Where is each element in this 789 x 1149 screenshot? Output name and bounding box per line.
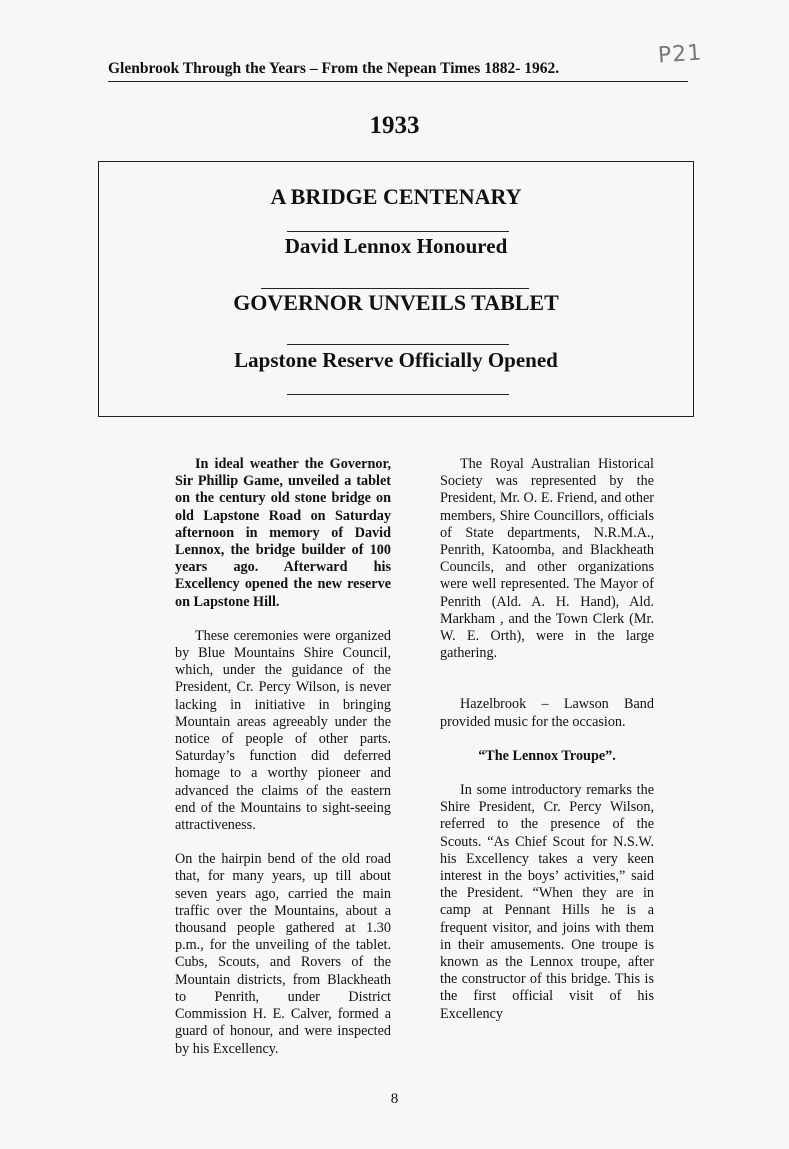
section-subheading: “The Lennox Troupe”.	[478, 747, 616, 764]
headline-sub-1: David Lennox Honoured	[284, 234, 508, 258]
lead-paragraph: In ideal weather the Governor, Sir Phillip Game, unveiled a tablet on the century old stone bridge on old Lapstone Road on Saturday afternoon in memory of David Lennox, the bridge builder of 100 years ago. Afterward his Excellency opened the new reserve on Lapstone Hill.	[175, 456, 391, 610]
left-column	[175, 456, 391, 1058]
body-paragraph: In some introductory remarks the Shire President, Cr. Percy Wilson, referred to the presence of the Scouts. “As Chief Scout for N.S.W. his Excellency takes a very keen interest in the boys’ activities,” said the President. “When they are in camp at Pennant Hills he is a frequent visitor, and joins with them in their amusements. One troupe is known as the Lennox troupe, after the constructor of this bridge. This is the first official visit of his Excellency	[440, 782, 654, 1022]
headline-sub-2: GOVERNOR UNVEILS TABLET	[233, 290, 559, 315]
headline-main: A BRIDGE CENTENARY	[270, 184, 522, 209]
right-column	[440, 456, 654, 1023]
body-paragraph: The Royal Australian Historical Society was represented by the President, Mr. O. E. Friend, and other members, Shire Councillors, officials of State departments, N.R.M.A., Penrith, Katoomba, and Blackheath Councils, and other organizations were well represented. The Mayor of Penrith (Ald. A. H. Hand), Ald. Markham , and the Town Clerk (Mr. W. E. Orth), were in the large gathering.	[440, 456, 654, 662]
divider-rule	[287, 231, 509, 232]
body-paragraph: These ceremonies were organized by Blue Mountains Shire Council, which, under the guidance of the President, Cr. Percy Wilson, is never lacking in initiative in bringing Mountain areas agreeably under the notice of people of other parts. Saturday’s function did deferred homage to a worthy pioneer and advanced the claims of the eastern end of the Mountains to sight-seeing attractiveness.	[175, 627, 391, 834]
headline-box	[98, 161, 694, 417]
handwritten-page-marker: P21	[657, 40, 704, 69]
year-heading: 1933	[369, 112, 420, 139]
page-number: 8	[390, 1091, 399, 1107]
body-paragraph: On the hairpin bend of the old road that, for many years, up till about seven years ago, carried the main traffic over the Mountains, about a thousand people gathered at 1.30 p.m., for the unveiling of the tablet. Cubs, Scouts, and Rovers of the Mountain districts, from Blackheath to Penrith, under District Commission H. E. Calver, formed a guard of honour, and were inspected by his Excellency.	[175, 851, 391, 1057]
divider-rule	[287, 394, 509, 395]
divider-rule	[261, 288, 529, 289]
headline-sub-3: Lapstone Reserve Officially Opened	[234, 348, 558, 372]
divider-rule	[287, 344, 509, 345]
running-header: Glenbrook Through the Years – From the Nepean Times 1882- 1962.	[108, 60, 688, 82]
body-paragraph: Hazelbrook – Lawson Band provided music for the occasion.	[440, 696, 654, 730]
